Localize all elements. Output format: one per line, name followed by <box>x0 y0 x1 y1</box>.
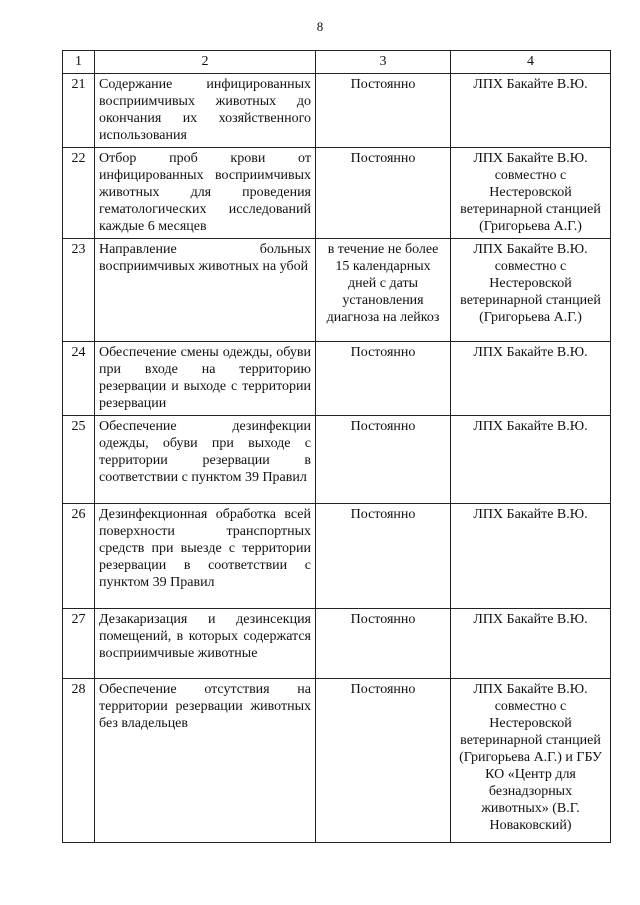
row-term: Постоянно <box>316 342 451 416</box>
row-responsible: ЛПХ Бакайте В.Ю. <box>451 342 611 416</box>
column-header: 1 <box>63 51 95 74</box>
row-responsible: ЛПХ Бакайте В.Ю. совместно с Нестеровской ветеринарной станцией (Григорьева А.Г.) <box>451 239 611 342</box>
table-row <box>63 342 611 416</box>
row-responsible: ЛПХ Бакайте В.Ю. <box>451 74 611 148</box>
row-task: Содержание инфицированных восприимчивых животных до окончания их хозяйственного использования <box>95 74 316 148</box>
column-header: 3 <box>316 51 451 74</box>
row-number: 28 <box>63 679 95 843</box>
table-row <box>63 239 611 342</box>
row-task: Обеспечение смены одежды, обуви при входе на территорию резервации и выходе с территории резервации <box>95 342 316 416</box>
table-row <box>63 609 611 679</box>
measures-table <box>62 50 611 843</box>
row-responsible: ЛПХ Бакайте В.Ю. <box>451 504 611 609</box>
table-row <box>63 148 611 239</box>
row-number: 25 <box>63 416 95 504</box>
row-task: Обеспечение дезинфекции одежды, обуви при выходе с территории резервации в соответствии с пунктом 39 Правил <box>95 416 316 504</box>
row-task: Дезакаризация и дезинсекция помещений, в которых содержатся восприимчивые животные <box>95 609 316 679</box>
row-task: Направление больных восприимчивых животных на убой <box>95 239 316 342</box>
row-task: Дезинфекционная обработка всей поверхности транспортных средств при выезде с территории резервации в соответствии с пунктом 39 Правил <box>95 504 316 609</box>
row-responsible: ЛПХ Бакайте В.Ю. <box>451 609 611 679</box>
row-term: Постоянно <box>316 74 451 148</box>
row-number: 24 <box>63 342 95 416</box>
page-number: 8 <box>316 19 324 34</box>
row-term: в течение не более 15 календарных дней с даты установления диагноза на лейкоз <box>316 239 451 342</box>
row-number: 22 <box>63 148 95 239</box>
table-row <box>63 74 611 148</box>
column-header: 2 <box>95 51 316 74</box>
table-row <box>63 416 611 504</box>
row-term: Постоянно <box>316 679 451 843</box>
row-task: Отбор проб крови от инфицированных восприимчивых животных для проведения гематологических исследований каждые 6 месяцев <box>95 148 316 239</box>
row-term: Постоянно <box>316 504 451 609</box>
row-task: Обеспечение отсутствия на территории резервации животных без владельцев <box>95 679 316 843</box>
row-term: Постоянно <box>316 609 451 679</box>
row-responsible: ЛПХ Бакайте В.Ю. <box>451 416 611 504</box>
row-number: 21 <box>63 74 95 148</box>
column-header: 4 <box>451 51 611 74</box>
row-number: 27 <box>63 609 95 679</box>
row-term: Постоянно <box>316 416 451 504</box>
table-header-row <box>63 51 611 74</box>
row-number: 26 <box>63 504 95 609</box>
table-row <box>63 679 611 843</box>
row-term: Постоянно <box>316 148 451 239</box>
row-responsible: ЛПХ Бакайте В.Ю. совместно с Нестеровской ветеринарной станцией (Григорьева А.Г.) и ГБУ КО «Центр для безнадзорных животных» (В.Г. Новаковский) <box>451 679 611 843</box>
row-number: 23 <box>63 239 95 342</box>
row-responsible: ЛПХ Бакайте В.Ю. совместно с Нестеровской ветеринарной станцией (Григорьева А.Г.) <box>451 148 611 239</box>
table-row <box>63 504 611 609</box>
